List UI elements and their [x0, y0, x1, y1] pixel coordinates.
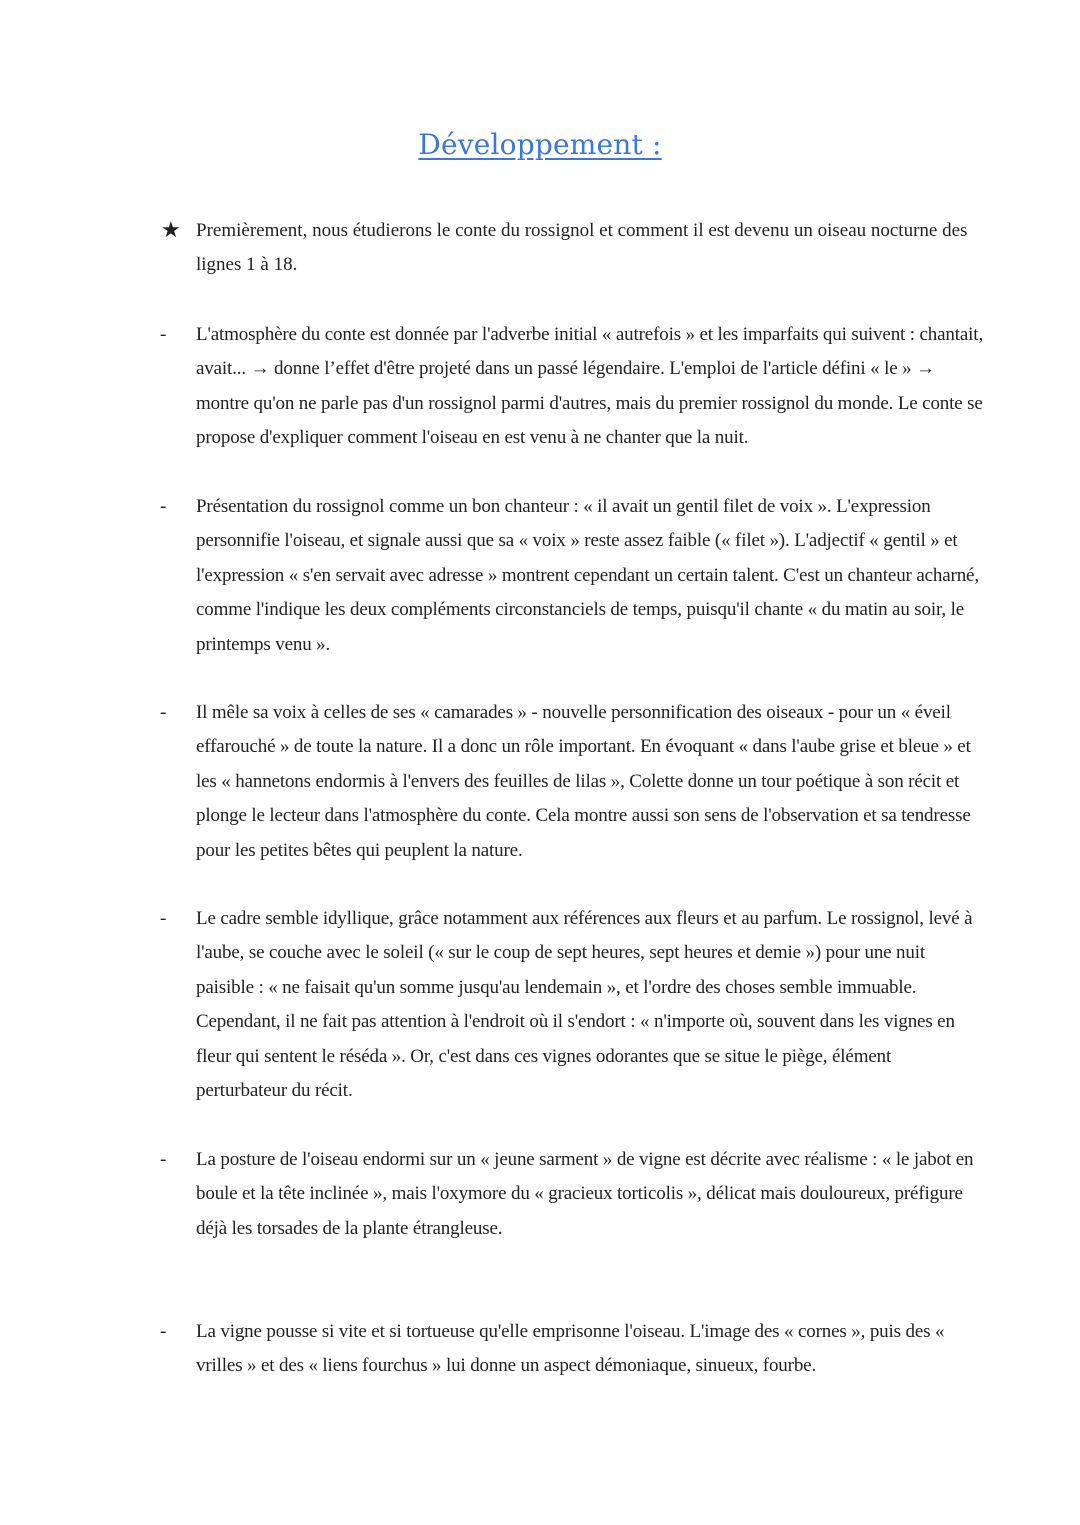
paragraph-posture: La posture de l'oiseau endormi sur un « jeune sarment » de vigne est décrite avec réalisme : « le jabot en boule et la tête inclinée », mais l'oxymore du « gracieux torticolis », délicat mais douloureux, préfigure déjà les torsades de la plante étrangleuse.: [196, 1149, 974, 1239]
paragraph-camarades: Il mêle sa voix à celles de ses « camarades » - nouvelle personnification des oiseaux - pour un « éveil effarouché » de toute la nature. Il a donc un rôle important. En évoquant « dans l'aube grise et bleue » et les « hannetons endormis à l'envers des feuilles de lilas », Colette donne un tour poétique à son récit et plonge le lecteur dans l'atmosphère du conte. Cela montre aussi son sens de l'observation et sa tendresse pour les petites bêtes qui peuplent la nature.: [196, 702, 971, 861]
star-icon: ★: [161, 218, 181, 243]
bullet-dash: -: [160, 702, 167, 723]
paragraph-atmosphere: L'atmosphère du conte est donnée par l'adverbe initial « autrefois » et les imparfaits qui suivent : chantait, avait... → donne l’effet d'être projeté dans un passé légendaire. L'emploi de l'article défini « le » → montre qu'on ne parle pas d'un rossignol parmi d'autres, mais du premier rossignol du monde. Le conte se propose d'expliquer comment l'oiseau en est venu à ne chanter que la nuit.: [196, 324, 984, 449]
bullet-dash: -: [160, 1321, 167, 1342]
bullet-dash: -: [160, 908, 167, 929]
paragraph-presentation: Présentation du rossignol comme un bon chanteur : « il avait un gentil filet de voix ». L'expression personnifie l'oiseau, et signale aussi que sa « voix » reste assez faible (« filet »). L'adjectif « gentil » et l'expression « s'en servait avec adresse » montrent cependant un certain talent. C'est un chanteur acharné, comme l'indique les deux compléments circonstanciels de temps, puisqu'il chante « du matin au soir, le printemps venu ».: [196, 496, 979, 655]
bullet-dash: -: [160, 324, 167, 345]
paragraph-vigne: La vigne pousse si vite et si tortueuse qu'elle emprisonne l'oiseau. L'image des « cornes », puis des « vrilles » et des « liens fourchus » lui donne un aspect démoniaque, sinueux, fourbe.: [196, 1321, 945, 1377]
paragraph-cadre: Le cadre semble idyllique, grâce notamment aux références aux fleurs et au parfum. Le rossignol, levé à l'aube, se couche avec le soleil (« sur le coup de sept heures, sept heures et demie ») pour une nuit paisible : « ne faisait qu'un somme jusqu'au lendemain », et l'ordre des choses semble immuable. Cependant, il ne fait pas attention à l'endroit où il s'endort : « n'importe où, souvent dans les vignes en fleur qui sentent le réséda ». Or, c'est dans ces vignes odorantes que se situe le piège, élément perturbateur du récit.: [196, 908, 973, 1102]
page-title: Développement :: [418, 128, 662, 161]
bullet-dash: -: [160, 1149, 167, 1170]
bullet-dash: -: [160, 496, 167, 517]
intro-paragraph: Premièrement, nous étudierons le conte du rossignol et comment il est devenu un oiseau nocturne des lignes 1 à 18.: [196, 220, 968, 276]
